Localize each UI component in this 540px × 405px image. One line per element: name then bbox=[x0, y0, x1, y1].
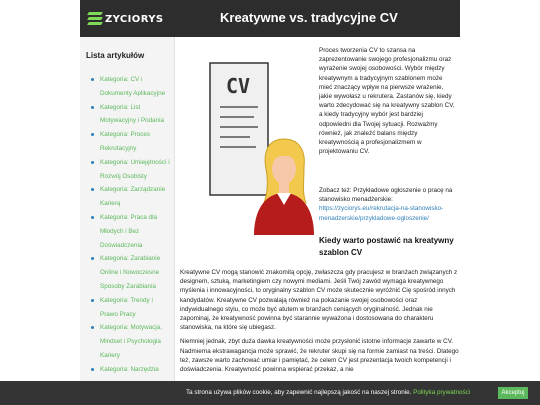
sidebar-item-list-motywacyjny[interactable]: Kategoria: List Motywacyjny i Podania bbox=[88, 101, 172, 129]
intro-paragraph: Proces tworzenia CV to szansa na zaprezentowanie swojego profesjonalizmu oraz wyrażenie swojej osobowości. Wybór między kreatywnym a tradycyjnym szablonem może mieć znaczący wpływ na pierwsze wrażenie, jakie wywołasz u rekrutera. Zastanów się, kiedy warto zdecydować się na kreatywny szablon CV, a kiedy tradycyjny wybór jest bardziej odpowiedni dla Twojej sytuacji. Rozważmy również, jak znaleźć balans między kreatywnością a profesjonalizmem w projektowaniu CV. bbox=[319, 47, 455, 156]
see-also-text: Zobacz też: Przykładowe ogłoszenie o pracę na stanowisko menadżerskie: bbox=[319, 187, 453, 204]
sidebar bbox=[80, 37, 175, 405]
sidebar-title: Lista artykułów bbox=[86, 51, 145, 60]
cv-illustration bbox=[180, 43, 316, 235]
article-body bbox=[180, 268, 460, 379]
cookie-bar bbox=[0, 381, 540, 405]
sidebar-item-narzedzia[interactable]: Kategoria: Narzędzia bbox=[88, 363, 172, 377]
sidebar-list bbox=[88, 73, 172, 377]
sidebar-item-motywacja[interactable]: Kategoria: Motywacja, Mindset i Psychologia Kariery bbox=[88, 321, 172, 362]
sidebar-item-zarabianie-online[interactable]: Kategoria: Zarabianie Online i Nowoczesne Sposoby Zarabiania bbox=[88, 252, 172, 293]
see-also-link[interactable]: https://zyciorys.eu/rekrutacja-na-stanowisko-menadzerskie/przykladowe-ogloszenie/ bbox=[319, 205, 444, 222]
section-heading: Kiedy warto postawić na kreatywny szablon CV bbox=[319, 236, 454, 257]
cookie-message: Ta strona używa plików cookie, aby zapewnić najlepszą jakość na naszej stronie. bbox=[186, 389, 412, 396]
page-title: Kreatywne vs. tradycyjne CV bbox=[220, 10, 398, 25]
logo-text: ZYCIORYS bbox=[105, 13, 164, 25]
site-header bbox=[80, 0, 460, 37]
cv-paper-label: CV bbox=[226, 74, 251, 98]
sidebar-item-cv[interactable]: Kategoria: CV i Dokumenty Aplikacyjne bbox=[88, 73, 172, 101]
sidebar-item-umiejetnosci[interactable]: Kategoria: Umiejętności i Rozwój Osobisty bbox=[88, 156, 172, 184]
site-logo[interactable] bbox=[88, 10, 164, 28]
body-paragraph-2: Niemniej jednak, zbyt duża dawka kreatywności może przysłonić istotne informacje zawarte w CV. Nadmierna ekstrawagancja może sprawić, że rekruter skupi się na formie zamiast na treści. Dlatego też, zawsze warto zachować umiar i pamiętać, że celem CV jest prezentacja twoich kompetencji i doświadczenia. Kreatywność powinna wspierać przekaz, a nie bbox=[180, 338, 459, 374]
accept-cookies-button[interactable]: Akceptuj bbox=[498, 387, 528, 399]
page bbox=[80, 0, 460, 405]
woman-face bbox=[272, 154, 296, 184]
privacy-policy-link[interactable]: Polityka prywatności bbox=[413, 389, 471, 396]
sidebar-item-trendy[interactable]: Kategoria: Trendy i Prawo Pracy bbox=[88, 294, 172, 322]
see-also bbox=[319, 186, 455, 223]
sidebar-item-praca-dla-mlodych[interactable]: Kategoria: Praca dla Młodych i Bez Doświadczenia bbox=[88, 211, 172, 252]
body-paragraph-1: Kreatywne CV mogą stanowić znakomitą opcję, zwłaszcza gdy pracujesz w branżach związanych z designem, sztuką, marketingiem czy nowymi mediami. Jeśli Twój zawód wymaga kreatywnego myślenia i innowacyjności, to oryginalny szablon CV może skutecznie wyróżnić Cię spośród innych kandydatów. Kreatywne CV pozwalają również na pokazanie swojej osobowości oraz indywidualnego stylu, co może być atutem w branżach ceniących oryginalność. Jednak nie zapominaj, że kreatywność powinna być starannie wyważona i dostosowana do charakteru stanowiska, na które się ubiegasz. bbox=[180, 269, 458, 332]
woman-neck bbox=[279, 181, 289, 193]
logo-mark-icon bbox=[88, 12, 102, 26]
cookie-text bbox=[186, 389, 470, 396]
article-content bbox=[180, 37, 460, 405]
sidebar-item-proces-rekrutacyjny[interactable]: Kategoria: Proces Rekrutacyjny bbox=[88, 128, 172, 156]
sidebar-item-zarzadzanie-kariera[interactable]: Kategoria: Zarządzanie Karierą bbox=[88, 183, 172, 211]
